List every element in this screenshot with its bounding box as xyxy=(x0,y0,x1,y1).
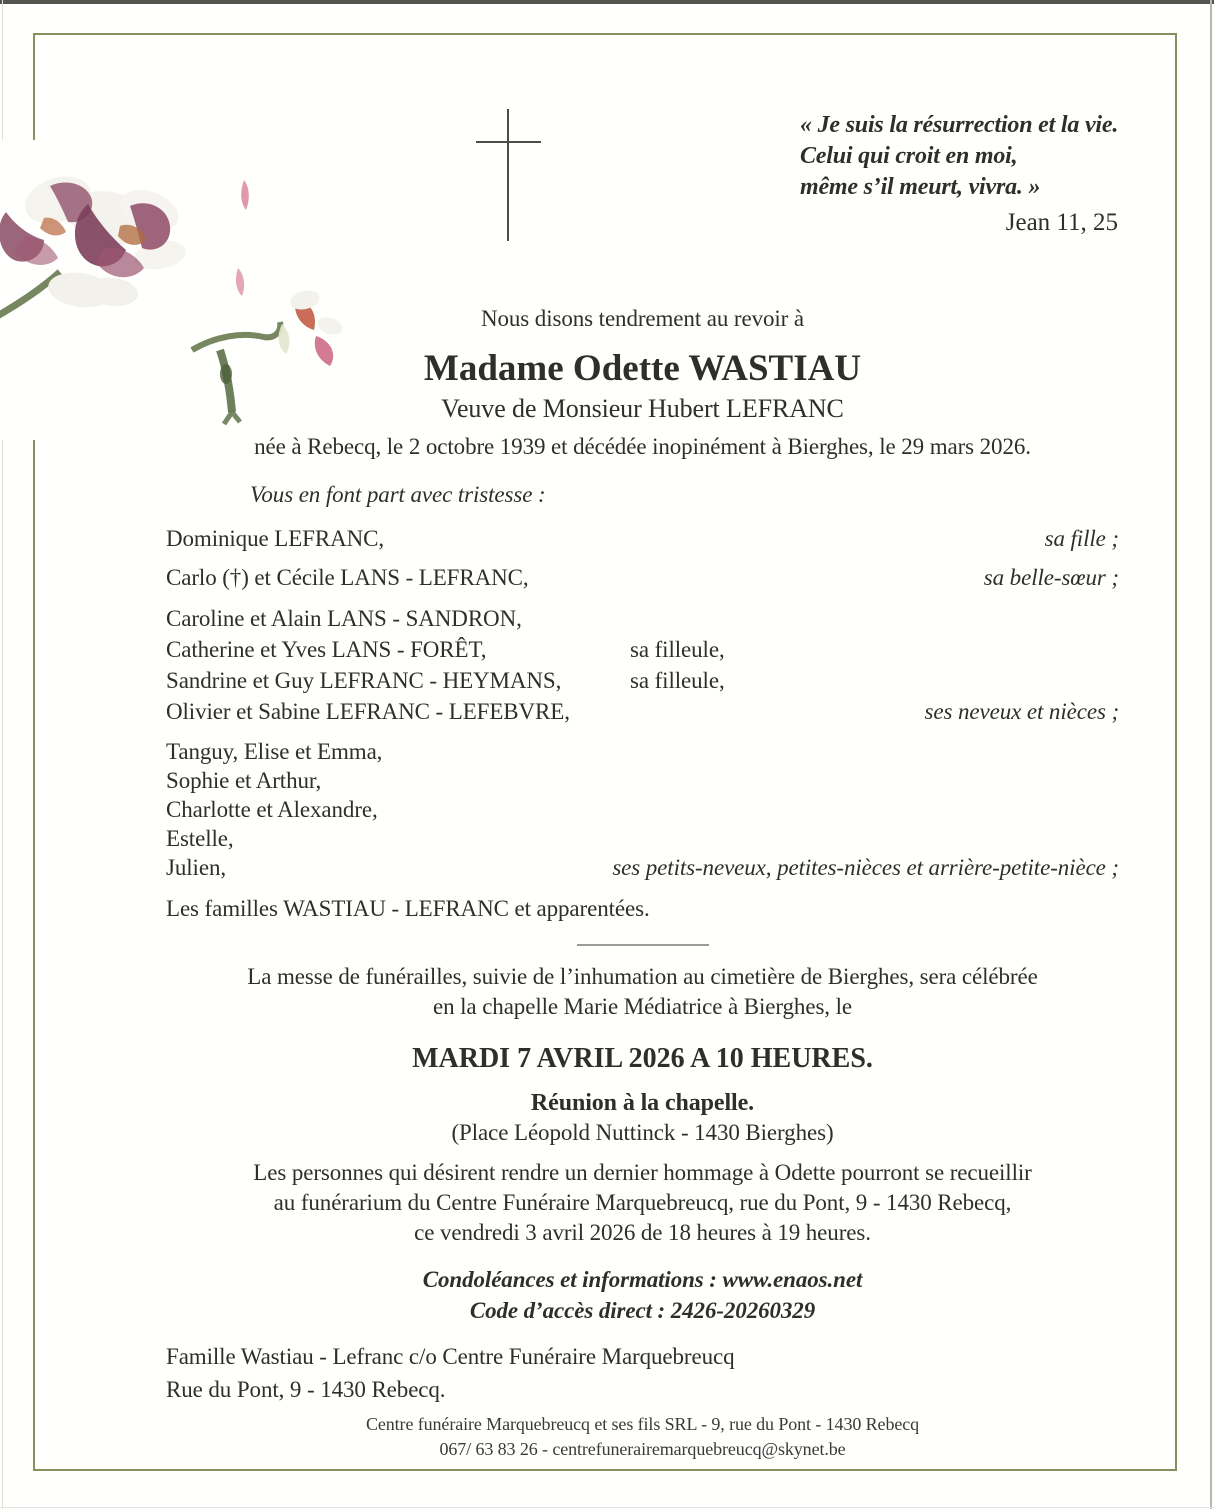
scripture-line: Celui qui croit en moi, xyxy=(800,143,1018,169)
footer-phone-email: 067/ 63 83 26 - centrefunerairemarquebreucq@skynet.be xyxy=(439,1439,846,1459)
scan-edge-top xyxy=(0,0,1214,4)
condolences-access-code: Code d’accès direct : 2426-20260329 xyxy=(469,1298,816,1323)
family-row xyxy=(166,766,1119,795)
family-row xyxy=(166,603,1119,634)
family-list xyxy=(166,523,1119,882)
scripture-line: même s’il meurt, vivra. » xyxy=(800,174,1041,200)
meeting-place: (Place Léopold Nuttinck - 1430 Bierghes) xyxy=(451,1120,834,1145)
ceremony-paragraph xyxy=(166,962,1119,1022)
announcement-lead: Vous en font part avec tristesse : xyxy=(250,482,546,507)
family-row xyxy=(166,737,1119,766)
family-row xyxy=(166,523,1119,554)
ceremony-line-1: La messe de funérailles, suivie de l’inhumation au cimetière de Bierghes, sera célébrée xyxy=(247,964,1038,989)
life-dates: née à Rebecq, le 2 octobre 1939 et décédée inopinément à Bierghes, le 29 mars 2026. xyxy=(254,434,1031,459)
family-name: Julien, xyxy=(166,855,226,880)
visitation-line-1: Les personnes qui désirent rendre un dernier hommage à Odette pourront se recueillir xyxy=(253,1160,1032,1185)
family-name: Charlotte et Alexandre, xyxy=(166,797,378,822)
ceremony-line-2: en la chapelle Marie Médiatrice à Bierghes, le xyxy=(432,994,852,1019)
contact-line-2: Rue du Pont, 9 - 1430 Rebecq. xyxy=(166,1377,446,1402)
visitation-paragraph xyxy=(166,1158,1119,1248)
funeral-home-footer xyxy=(166,1412,1119,1462)
visitation-line-3: ce vendredi 3 avril 2026 de 18 heures à 19 heures. xyxy=(414,1220,871,1245)
condolences-block xyxy=(166,1264,1119,1326)
family-row xyxy=(166,562,1119,593)
families-line: Les familles WASTIAU - LEFRANC et apparentées. xyxy=(166,896,650,921)
family-relation: sa fille ; xyxy=(1044,526,1119,551)
family-name: Dominique LEFRANC, xyxy=(166,526,384,551)
family-relation: sa belle-sœur ; xyxy=(983,565,1119,590)
scripture-reference: Jean 11, 25 xyxy=(1005,209,1118,236)
deceased-subtitle: Veuve de Monsieur Hubert LEFRANC xyxy=(441,394,844,423)
family-relation: ses neveux et nièces ; xyxy=(924,699,1119,724)
family-relation: sa filleule, xyxy=(630,637,725,662)
family-name: Olivier et Sabine LEFRANC - LEFEBVRE, xyxy=(166,699,570,724)
family-name: Sophie et Arthur, xyxy=(166,768,322,793)
family-row xyxy=(166,853,1119,882)
visitation-line-2: au funérarium du Centre Funéraire Marquebreucq, rue du Pont, 9 - 1430 Rebecq, xyxy=(273,1190,1012,1215)
family-name: Tanguy, Elise et Emma, xyxy=(166,739,383,764)
family-row xyxy=(166,824,1119,853)
announcement-body xyxy=(166,305,1119,1462)
deceased-name: Madame Odette WASTIAU xyxy=(423,348,862,389)
family-row xyxy=(166,696,1119,727)
family-relation: ses petits-neveux, petites-nièces et arrière-petite-nièce ; xyxy=(612,855,1119,880)
family-row xyxy=(166,634,1119,665)
contact-block xyxy=(166,1340,1119,1406)
family-name: Caroline et Alain LANS - SANDRON, xyxy=(166,606,522,631)
ceremony-datetime: MARDI 7 AVRIL 2026 A 10 HEURES. xyxy=(412,1043,873,1074)
family-name: Catherine et Yves LANS - FORÊT, xyxy=(166,637,487,662)
scripture-quote xyxy=(800,110,1122,238)
scan-edge-right xyxy=(1210,0,1212,1509)
intro-line: Nous disons tendrement au revoir à xyxy=(481,306,804,331)
contact-line-1: Famille Wastiau - Lefranc c/o Centre Funéraire Marquebreucq xyxy=(166,1344,735,1369)
family-row xyxy=(166,665,1119,696)
scan-edge-bottom xyxy=(0,1507,1214,1508)
condolences-info: Condoléances et informations : www.enaos.net xyxy=(422,1267,863,1292)
meeting-line: Réunion à la chapelle. xyxy=(530,1090,755,1116)
family-relation: sa filleule, xyxy=(630,668,725,693)
family-name: Estelle, xyxy=(166,826,234,851)
family-name: Sandrine et Guy LEFRANC - HEYMANS, xyxy=(166,668,562,693)
family-row xyxy=(166,795,1119,824)
family-name: Carlo (†) et Cécile LANS - LEFRANC, xyxy=(166,565,529,590)
scripture-line: « Je suis la résurrection et la vie. xyxy=(800,112,1119,138)
footer-address: Centre funéraire Marquebreucq et ses fils SRL - 9, rue du Pont - 1430 Rebecq xyxy=(365,1414,920,1434)
section-divider xyxy=(577,944,709,946)
